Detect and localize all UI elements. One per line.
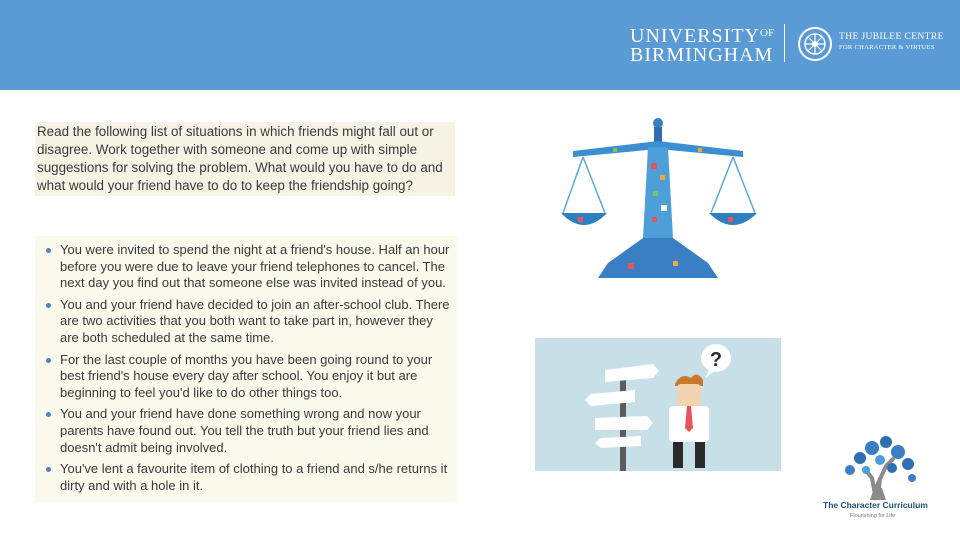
bullet-icon: [46, 467, 51, 472]
jubilee-centre-logo: [839, 32, 944, 51]
list-item-line: You and your friend have decided to join an after-school club. There: [60, 296, 450, 312]
jubilee-seal-icon: [797, 26, 833, 62]
list-item-line: are two activities that you both want to take part in, however they: [60, 313, 433, 329]
intro-line: what would your friend have to do to keep the friendship going?: [37, 178, 413, 193]
list-item-line: parents have found out. You tell the truth but your friend lies and: [60, 422, 429, 438]
list-item: [35, 352, 457, 402]
list-item-line: beginning to feel you'd like to do other things too.: [60, 384, 343, 400]
university-logo: [630, 24, 774, 65]
header-divider: [784, 24, 785, 62]
tree-icon: [820, 418, 940, 528]
bullet-icon: [46, 412, 51, 417]
list-item: [35, 406, 457, 456]
centre-line2: FOR CHARACTER & VIRTUES: [839, 44, 935, 51]
list-item-line: next day you find out that someone else was invited instead of you.: [60, 275, 446, 291]
bullet-icon: [46, 303, 51, 308]
list-item-line: You were invited to spend the night at a friend's house. Half an hour: [60, 242, 450, 257]
list-item: [35, 242, 457, 292]
list-item-line: You've lent a favourite item of clothing to a friend and s/he returns it: [60, 461, 448, 477]
list-item-line: are both scheduled at the same time.: [60, 329, 274, 345]
balance-scales-icon: [533, 113, 783, 283]
list-item-line: best friend's house every day after school. You enjoy it but are: [60, 368, 418, 384]
logo-title: The Character Curriculum: [823, 500, 928, 510]
list-item-line: For the last couple of months you have been going round to your: [60, 351, 433, 367]
situations-list: [35, 236, 457, 502]
list-item-line: dirty and with a hole in it.: [60, 477, 204, 493]
header-bar: [0, 0, 960, 90]
centre-line1: THE JUBILEE CENTRE: [839, 32, 944, 42]
list-item: [35, 461, 457, 494]
intro-line: disagree. Work together with someone and come up with simple: [37, 142, 418, 157]
bullet-icon: [46, 248, 51, 253]
list-item-line: before you were due to leave your friend telephones to cancel. The: [60, 258, 445, 274]
list-item: [35, 297, 457, 347]
bullet-icon: [46, 358, 51, 363]
university-of: OF: [760, 27, 775, 39]
intro-line: suggestions for solving the problem. What would you have to do and: [37, 160, 443, 175]
intro-paragraph: [35, 122, 455, 196]
list-item-line: You and your friend have done something wrong and now your: [60, 406, 421, 422]
logo-subtitle: Flourishing for Life: [850, 513, 896, 519]
university-line1: UNIVERSITY: [630, 25, 760, 47]
signpost-confused-man-icon: [535, 338, 781, 471]
list-item-line: doesn't admit being involved.: [60, 439, 228, 455]
university-line2: BIRMINGHAM: [630, 44, 774, 66]
question-mark: ?: [709, 349, 723, 371]
intro-line: Read the following list of situations in which friends might fall out or: [37, 124, 434, 139]
